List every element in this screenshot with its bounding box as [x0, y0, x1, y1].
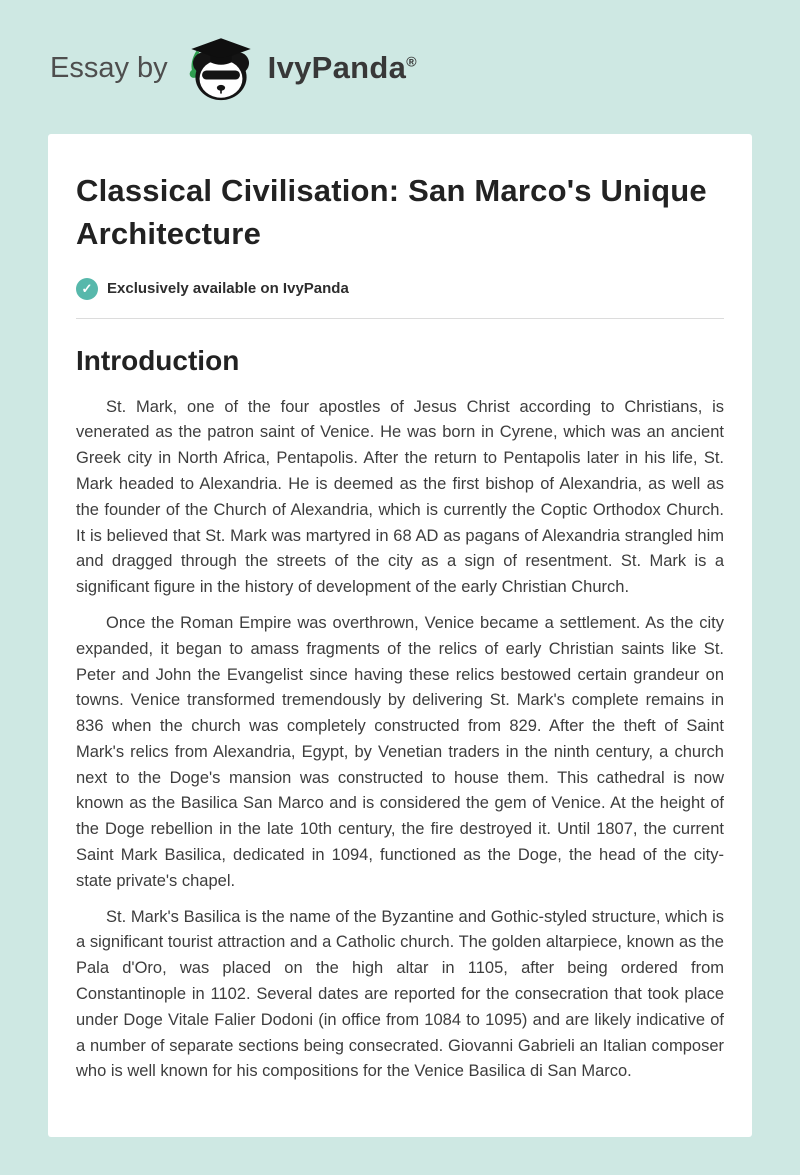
registered-mark: ® — [406, 53, 417, 70]
essay-paragraph: St. Mark, one of the four apostles of Jesus Christ according to Christians, is venerated as the patron saint of Venice. He was born in Cyrene, which was an ancient Greek city in North Africa, Pentapolis. After the return to Pentapolis later in his life, St. Mark headed to Alexandria. He is deemed as the first bishop of Alexandria, as well as the founder of the Church of Alexandria, which is currently the Coptic Orthodox Church. It is believed that St. Mark was martyred in 68 AD as pagans of Alexandria strangled him and dragged through the streets of the city as a sign of resentment. St. Mark is a significant figure in the history of development of the early Christian Church. — [76, 397, 724, 597]
brand-name: IvyPanda® — [267, 50, 417, 85]
panda-graduate-icon — [184, 35, 258, 101]
divider — [76, 318, 724, 319]
availability-badge — [76, 278, 724, 300]
check-circle-icon: ✓ — [76, 278, 98, 300]
essay-paragraph: Once the Roman Empire was overthrown, Venice became a settlement. As the city expanded, it began to amass fragments of the relics of early Christian saints like St. Peter and John the Evangelist since having these relics bestowed certain grandeur on towns. Venice transformed tremendously by delivering St. Mark's complete remains in 836 when the church was completely constructed from 829. After the theft of Saint Mark's relics from Alexandria, Egypt, by Venetian traders in the ninth century, a church next to the Doge's mansion was constructed to house them. This cathedral is now known as the Basilica San Marco and is considered the gem of Venice. At the height of the Doge rebellion in the late 10th century, the fire destroyed it. Until 1807, the current Saint Mark Basilica, dedicated in 1094, functioned as the Doge, the head of the city-state private's chapel. — [76, 613, 724, 890]
essay-paragraph: St. Mark's Basilica is the name of the Byzantine and Gothic-styled structure, which is a significant tourist attraction and a Catholic church. The golden altarpiece, known as the Pala d'Oro, was placed on the high altar in 1105, after being ordered from Constantinople in 1102. Several dates are reported for the consecration that took place under Doge Vitale Falier Dodoni (in office from 1084 to 1095) and are likely indicative of a number of separate sections being consecrated. Giovanni Gabrieli an Italian composer who is well known for his compositions for the Venice Basilica di San Marco. — [76, 907, 724, 1081]
essay-card — [48, 134, 752, 1137]
essay-by-label: Essay by — [50, 51, 168, 84]
page-header — [0, 0, 800, 102]
ivypanda-logo-link[interactable] — [184, 35, 417, 101]
section-heading-introduction: Introduction — [76, 344, 240, 376]
availability-label: Exclusively available on IvyPanda — [107, 280, 349, 298]
essay-body — [76, 395, 724, 1086]
essay-title: Classical Civilisation: San Marco's Unique Architecture — [76, 173, 707, 251]
